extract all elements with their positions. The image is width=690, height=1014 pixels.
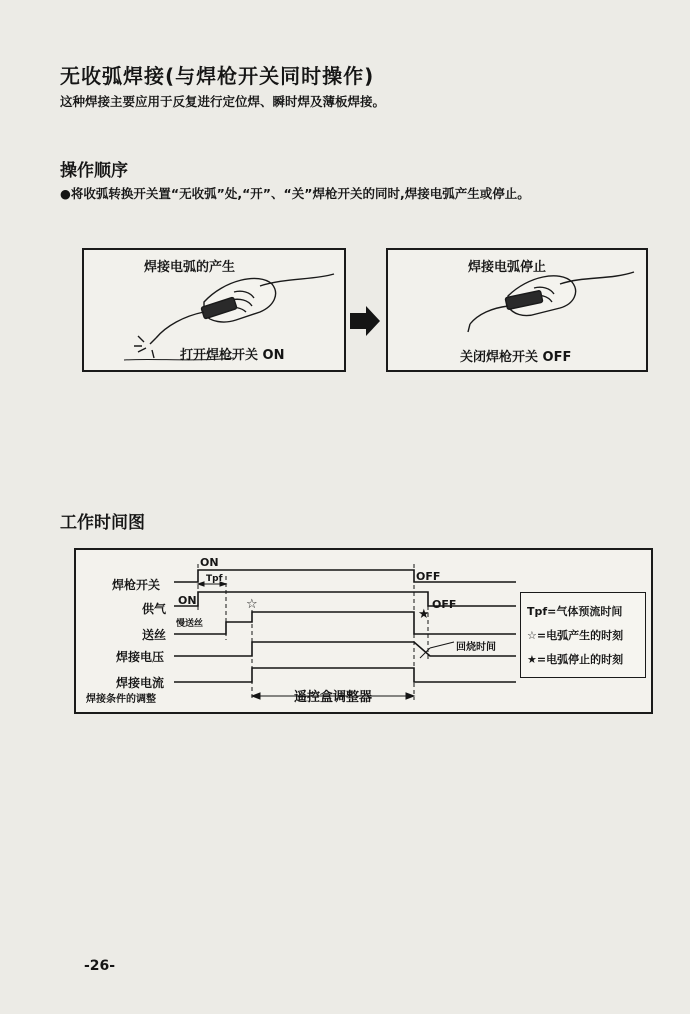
operation-heading: 操作顺序 <box>60 161 128 181</box>
timing-heading: 工作时间图 <box>60 513 145 533</box>
row-label-current: 焊接电流 <box>116 676 165 690</box>
panel-arc-stop <box>386 248 648 372</box>
row-label-torch: 焊枪开关 <box>112 578 161 592</box>
off-label-gas: OFF <box>432 598 457 611</box>
remote-adjuster-label: 遥控盒调整器 <box>294 690 373 705</box>
burnback-label: 回烧时间 <box>456 642 496 653</box>
tpf-label: Tpf <box>206 574 223 584</box>
panel-left-top-label: 焊接电弧的产生 <box>144 260 236 275</box>
arc-start-star-icon: ☆ <box>246 597 258 612</box>
timing-legend <box>520 592 646 678</box>
legend-arc-start: ☆=电弧产生的时刻 <box>527 629 624 642</box>
on-label-torch: ON <box>200 556 219 569</box>
arrow-right-icon <box>348 304 382 338</box>
operation-bullet: ●将收弧转换开关置“无收弧”处,“开”、“关”焊枪开关的同时,焊接电弧产生或停止。 <box>60 186 530 201</box>
section-title: 无收弧焊接(与焊枪开关同时操作) <box>60 64 375 88</box>
slow-feed-label: 慢送丝 <box>176 619 204 629</box>
row-label-voltage: 焊接电压 <box>116 650 165 664</box>
arc-stop-star-icon: ★ <box>418 607 430 622</box>
panel-arc-start <box>82 248 346 372</box>
page-number: -26- <box>84 958 116 974</box>
panel-right-bottom-label: 关闭焊枪开关 OFF <box>460 350 572 365</box>
section-subtitle: 这种焊接主要应用于反复进行定位焊、瞬时焊及薄板焊接。 <box>60 94 386 109</box>
legend-arc-stop: ★=电弧停止的时刻 <box>527 653 624 666</box>
panel-left-bottom-label: 打开焊枪开关 ON <box>180 348 285 363</box>
on-label-gas: ON <box>178 594 197 607</box>
off-label-torch: OFF <box>416 570 441 583</box>
panel-right-top-label: 焊接电弧停止 <box>468 260 547 275</box>
row-label-gas: 供气 <box>142 602 167 616</box>
row-label-wire: 送丝 <box>142 628 167 642</box>
timing-diagram <box>74 548 653 714</box>
legend-tpf: Tpf=气体预流时间 <box>527 605 623 618</box>
row-note-adjust: 焊接条件的调整 <box>86 694 156 705</box>
